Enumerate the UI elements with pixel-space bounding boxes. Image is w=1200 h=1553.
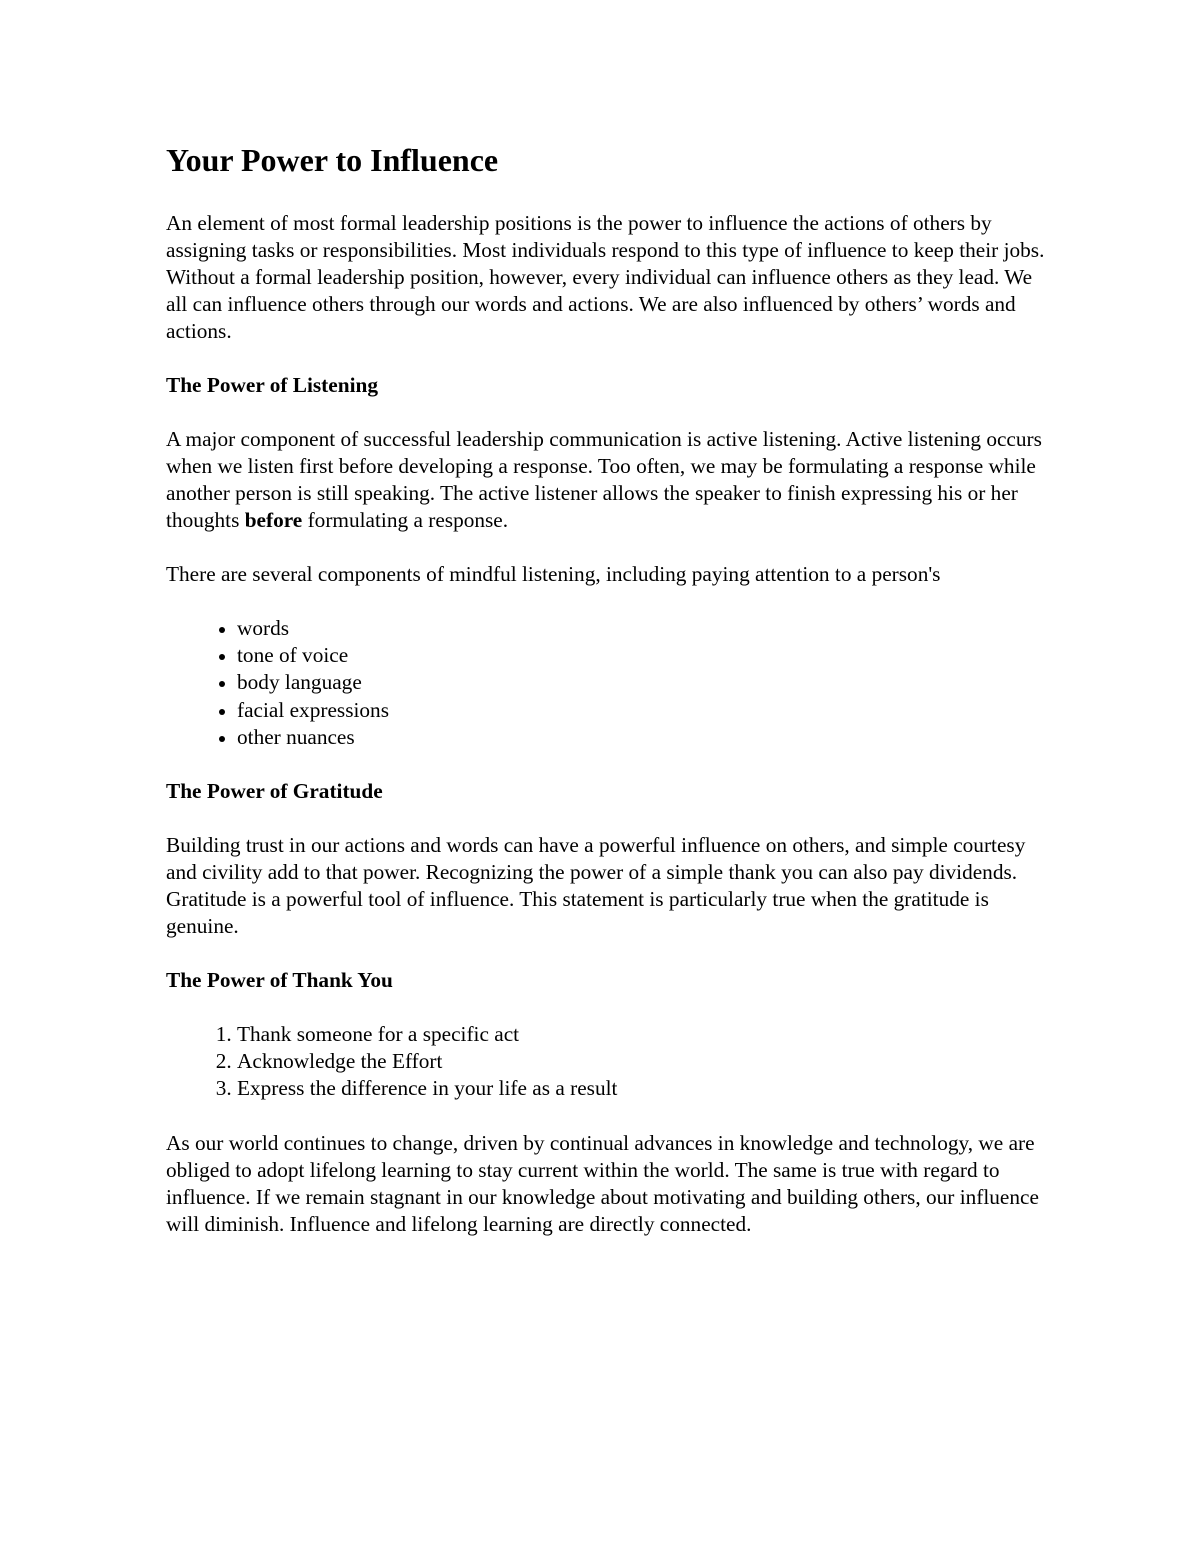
gratitude-heading: The Power of Gratitude [166, 779, 383, 804]
list-item: 2. Acknowledge the Effort [237, 1048, 1046, 1075]
listening-bold-word: before [244, 508, 303, 532]
list-item: • tone of voice [237, 642, 1046, 669]
listening-text-end: formulating a response. [302, 508, 509, 532]
components-intro: There are several components of mindful listening, including paying attention to a person's [166, 562, 941, 586]
list-item: • facial expressions [237, 697, 1046, 724]
gratitude-paragraph: Building trust in our actions and words can have a powerful influence on others, and simple courtesy and civility add to that power. Recognizing the power of a simple thank you can also pay dividends. Gratitude is a powerful tool of influence. This statement is particularly true when the gratitude is genuine. [166, 833, 1026, 939]
list-item: • body language [237, 669, 1046, 696]
intro-paragraph: An element of most formal leadership positions is the power to influence the actions of others by assigning tasks or responsibilities. Most individuals respond to this type of influence to keep their jobs. Without a formal leadership position, however, every individual can influence others as they lead. We all can influence others through our words and actions. We are also influenced by others’ words and actions. [166, 211, 1045, 343]
listening-components-list [166, 615, 1046, 751]
listening-heading: The Power of Listening [166, 373, 378, 397]
list-item: • other nuances [237, 724, 1046, 751]
list-item: 1. Thank someone for a specific act [237, 1021, 1046, 1048]
list-item: 3. Express the difference in your life as a result [237, 1075, 1046, 1102]
closing-paragraph: As our world continues to change, driven by continual advances in knowledge and technology, we are obliged to adopt lifelong learning to stay current within the world. The same is true with regard to influence. If we remain stagnant in our knowledge about motivating and building others, our influence will diminish. Influence and lifelong learning are directly connected. [166, 1130, 1039, 1236]
listening-paragraph [166, 426, 1046, 534]
thank-you-heading: The Power of Thank You [166, 968, 393, 993]
listening-text-start: A major component of successful leadership communication is active listening. Active listening occurs when we listen first before developing a response. Too often, we may be formulating a response while another person is still speaking. The active listener allows the speaker to finish expressing his or her thoughts [166, 427, 1042, 532]
list-item: • words [237, 615, 1046, 642]
document-title: Your Power to Influence [166, 142, 499, 178]
document-page [166, 140, 1046, 1265]
thank-you-steps-list [166, 1021, 1046, 1103]
